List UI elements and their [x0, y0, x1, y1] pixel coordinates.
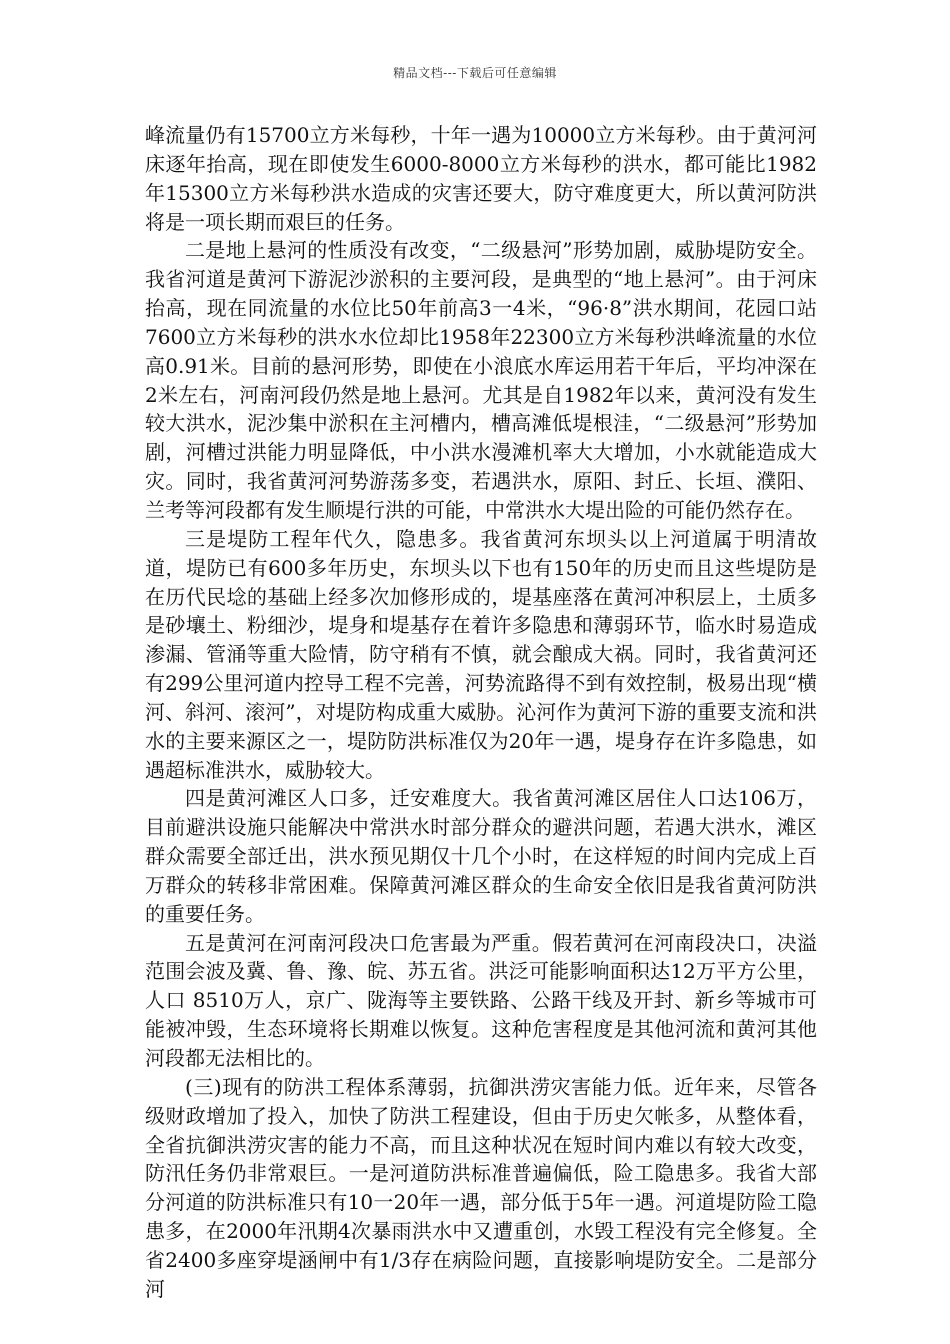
document-body: [145, 121, 817, 1304]
page-header: 精品文档---下载后可任意编辑: [393, 66, 557, 80]
paragraph: 四是黄河滩区人口多，迁安难度大。我省黄河滩区居住人口达106万，目前避洪设施只能解决中常洪水时部分群众的避洪问题，若遇大洪水，滩区群众需要全部迁出，洪水预见期仅十几个小时，在这样短的时间内完成上百万群众的转移非常困难。保障黄河滩区群众的生命安全依旧是我省黄河防洪的重要任务。: [145, 786, 817, 926]
paragraph: 峰流量仍有15700立方米每秒，十年一遇为10000立方米每秒。由于黄河河床逐年抬高，现在即使发生6000-8000立方米每秒的洪水，都可能比1982年15300立方米每秒洪水造成的灾害还要大，防守难度更大，所以黄河防洪将是一项长期而艰巨的任务。: [145, 123, 817, 234]
paragraph: 三是堤防工程年代久，隐患多。我省黄河东坝头以上河道属于明清故道，堤防已有600多年历史，东坝头以下也有150年的历史而且这些堤防是在历代民埝的基础上经多次加修形成的，堤基座落在黄河冲积层上，土质多是砂壤土、粉细沙，堤身和堤基存在着许多隐患和薄弱环节，临水时易造成渗漏、管涌等重大险情，防守稍有不慎，就会酿成大祸。同时，我省黄河还有299公里河道内控导工程不完善，河势流路得不到有效控制，极易出现“横河、斜河、滚河”，对堤防构成重大威胁。沁河作为黄河下游的重要支流和洪水的主要来源区之一，堤防防洪标准仅为20年一遇，堤身存在许多隐患，如遇超标准洪水，威胁较大。: [145, 526, 817, 782]
paragraph: 五是黄河在河南河段决口危害最为严重。假若黄河在河南段决口，决溢范围会波及冀、鲁、豫、皖、苏五省。洪泛可能影响面积达12万平方公里，人口 8510万人，京广、陇海等主要铁路、公路干线及开封、新乡等城市可能被冲毁，生态环境将长期难以恢复。这种危害程度是其他河流和黄河其他河段都无法相比的。: [145, 930, 817, 1070]
paragraph: (三)现有的防洪工程体系薄弱，抗御洪涝灾害能力低。近年来，尽管各级财政增加了投入，加快了防洪工程建设，但由于历史欠帐多，从整体看，全省抗御洪涝灾害的能力不高，而且这种状况在短时间内难以有较大改变，防汛任务仍非常艰巨。一是河道防洪标准普遍偏低，险工隐患多。我省大部分河道的防洪标准只有10一20年一遇，部分低于5年一遇。河道堤防险工隐患多，在2000年汛期4次暴雨洪水中又遭重创，水毁工程没有完全修复。全省2400多座穿堤涵闸中有1/3存在病险问题，直接影响堤防安全。二是部分河: [145, 1074, 817, 1301]
paragraph: 二是地上悬河的性质没有改变，“二级悬河”形势加剧，威胁堤防安全。我省河道是黄河下游泥沙淤积的主要河段，是典型的“地上悬河”。由于河床抬高，现在同流量的水位比50年前高3一4米，“96·8”洪水期间，花园口站7600立方米每秒的洪水水位却比1958年22300立方米每秒洪峰流量的水位高0.91米。目前的悬河形势，即使在小浪底水库运用若干年后，平均冲深在2米左右，河南河段仍然是地上悬河。尤其是自1982年以来，黄河没有发生较大洪水，泥沙集中淤积在主河槽内，槽高滩低堤根洼，“二级悬河”形势加剧，河槽过洪能力明显降低，中小洪水漫滩机率大大增加，小水就能造成大灾。同时，我省黄河河势游荡多变，若遇洪水，原阳、封丘、长垣、濮阳、兰考等河段都有发生顺堤行洪的可能，中常洪水大堤出险的可能仍然存在。: [145, 238, 817, 522]
